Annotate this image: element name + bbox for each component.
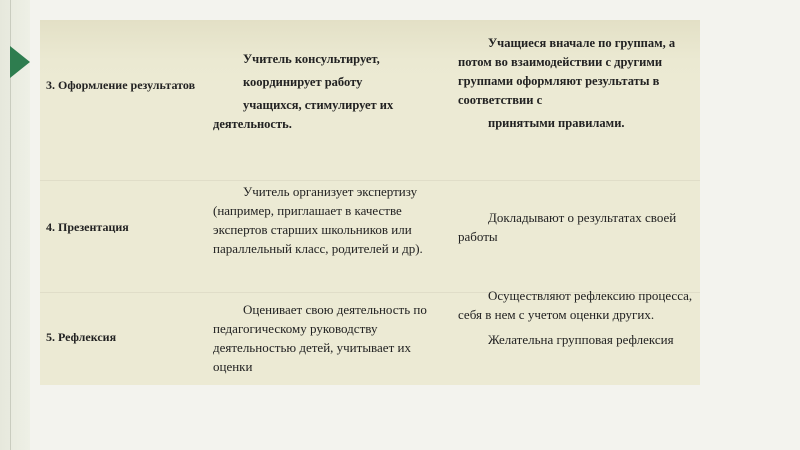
students-line: Осуществляют рефлексию процесса, себя в нем с учетом оценки других. bbox=[458, 288, 693, 322]
students-line: Докладывают о результатах своей работы bbox=[458, 210, 677, 244]
stages-table bbox=[40, 20, 700, 385]
students-cell-3 bbox=[458, 34, 700, 133]
students-line: Желательна групповая рефлексия bbox=[488, 332, 674, 347]
arrow-marker-icon bbox=[10, 46, 30, 78]
teacher-cell-4 bbox=[213, 182, 449, 258]
teacher-line: Учитель консультирует, bbox=[243, 52, 380, 66]
teacher-line: Учитель организует экспертизу (например, приглашает в качестве экспертов старших школьников или параллельный класс, родителей и др). bbox=[213, 184, 423, 256]
stage-cell-4: 4. Презентация bbox=[46, 220, 129, 234]
students-line: Учащиеся вначале по группам, а потом во взаимодействии с другими группами оформляют результаты в соответствии с bbox=[458, 36, 676, 107]
stage-cell-3: 3. Оформление результатов bbox=[46, 78, 196, 92]
row-divider bbox=[40, 180, 700, 181]
students-line: принятыми правилами. bbox=[488, 116, 625, 130]
teacher-cell-5 bbox=[213, 300, 449, 376]
teacher-cell-3 bbox=[213, 50, 445, 134]
teacher-line: Оценивает свою деятельность по педагогическому руководству деятельностью детей, учитывает их оценки bbox=[213, 302, 427, 374]
stage-cell-5: 5. Рефлексия bbox=[46, 330, 117, 344]
teacher-line: координирует работу bbox=[243, 75, 363, 89]
teacher-line: учащихся, стимулирует их деятельность. bbox=[213, 98, 394, 131]
students-cell-4 bbox=[458, 208, 700, 246]
students-cell-5 bbox=[458, 286, 700, 349]
